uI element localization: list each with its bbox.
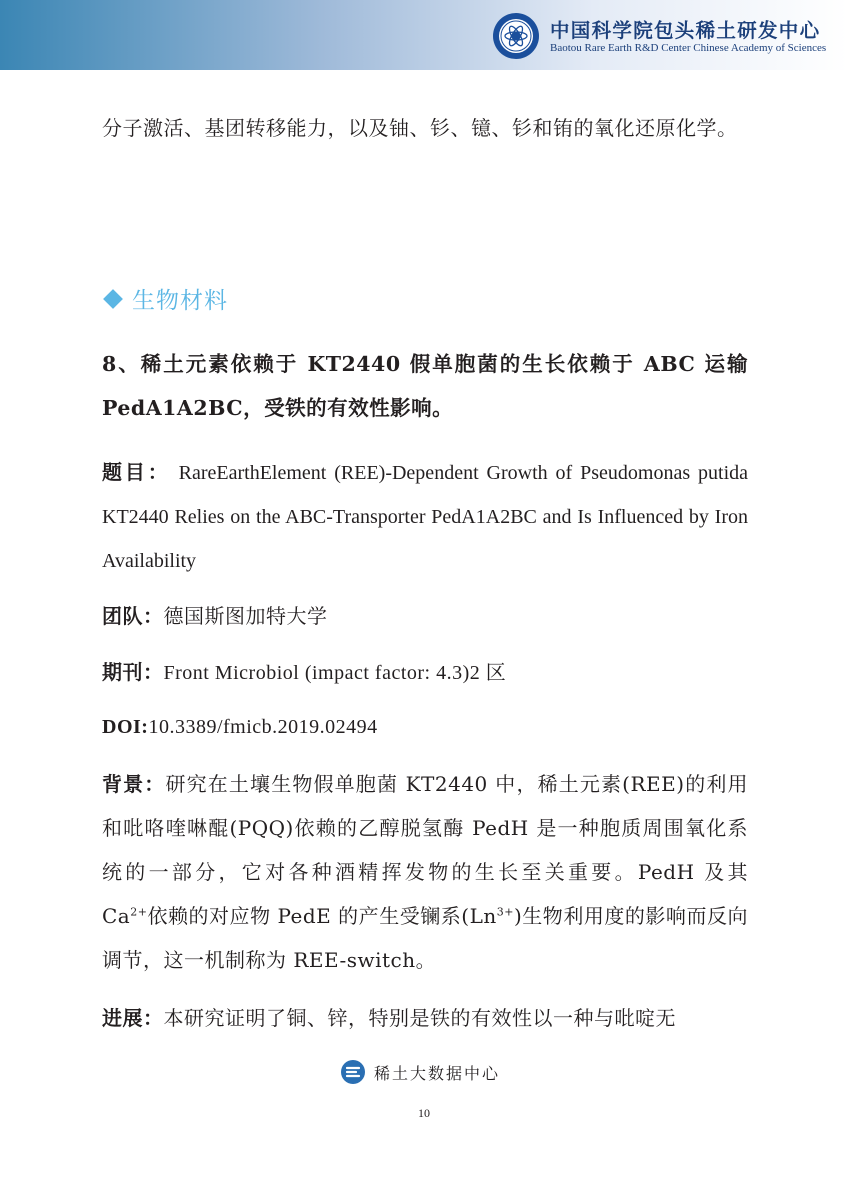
title-label: 题目： bbox=[102, 460, 171, 484]
footer-brand-text: 稀土大数据中心 bbox=[374, 1063, 501, 1083]
intro-paragraph: 分子激活、基团转移能力，以及铀、钐、镱、钐和铕的氧化还原化学。 bbox=[102, 116, 738, 140]
background-text-3: )生物利用度的影响而反向调节，这一机制称为 REE-switch。 bbox=[102, 904, 748, 972]
section-title bbox=[102, 282, 402, 315]
journal-label: 期刊： bbox=[102, 660, 164, 684]
doi-value: 10.3389/fmicb.2019.02494 bbox=[148, 716, 378, 738]
background-sup-1: 2+ bbox=[130, 905, 148, 919]
doi-line bbox=[102, 704, 748, 749]
doi-label: DOI: bbox=[102, 716, 149, 738]
background-label: 背景： bbox=[102, 772, 166, 796]
progress-label: 进展： bbox=[102, 1006, 164, 1030]
background-text-1: 研究在土壤生物假单胞菌 KT2440 中，稀土元素(REE)的利用和吡咯喹啉醌(PQQ)依赖的乙醇脱氢酶 PedH 是一种胞质周围氧化系统的一部分，它对各种酒精挥发物的生长至关重要。PedH 及其 Ca bbox=[102, 772, 748, 928]
article-title bbox=[102, 450, 748, 583]
journal-line bbox=[102, 650, 748, 695]
progress-value: 本研究证明了铜、锌，特别是铁的有效性以一种与吡啶无 bbox=[163, 1006, 676, 1030]
cas-emblem-icon bbox=[492, 12, 540, 60]
team-label: 团队： bbox=[102, 604, 164, 628]
title-value: RareEarthElement (REE)-Dependent Growth of Pseudomonas putida KT2440 Relies on the ABC-Transporter PedA1A2BC and Is Influenced by Iron Availability bbox=[102, 462, 748, 572]
diamond-icon bbox=[103, 289, 123, 309]
org-name-en: Baotou Rare Earth R&D Center Chinese Academy of Sciences bbox=[550, 42, 827, 54]
team-value: 德国斯图加特大学 bbox=[163, 604, 328, 628]
progress-line bbox=[102, 996, 748, 1040]
org-name-cn: 中国科学院包头稀土研发中心 bbox=[550, 19, 821, 42]
big-data-logo-icon bbox=[340, 1059, 366, 1085]
footer-brand bbox=[340, 1058, 540, 1086]
background-text-2: 依赖的对应物 PedE 的产生受镧系(Ln bbox=[147, 904, 497, 928]
page-number: 10 bbox=[418, 1106, 430, 1120]
article-heading: 8、稀土元素依赖于 KT2440 假单胞菌的生长依赖于 ABC 运输 PedA1A2BC，受铁的有效性影响。 bbox=[102, 352, 748, 420]
background-sup-2: 3+ bbox=[496, 905, 514, 919]
journal-value: Front Microbiol (impact factor: 4.3)2 区 bbox=[163, 662, 507, 684]
team-line bbox=[102, 594, 748, 638]
background-paragraph bbox=[102, 762, 748, 982]
section-title-text: 生物材料 bbox=[132, 288, 228, 314]
